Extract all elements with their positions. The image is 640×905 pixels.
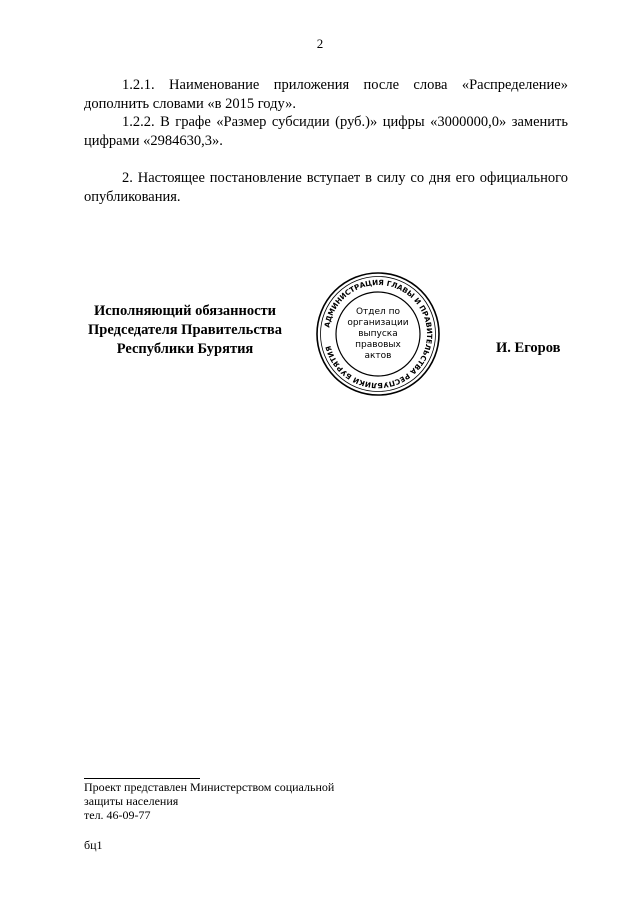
footer-line: Проект представлен Министерством социальной bbox=[84, 780, 335, 794]
stamp-center-line: организации bbox=[347, 318, 409, 328]
page-number: 2 bbox=[316, 36, 324, 51]
stamp-center-line: правовых bbox=[355, 340, 401, 350]
signatory-title bbox=[76, 302, 294, 359]
signatory-title-line: Республики Бурятия bbox=[116, 341, 254, 357]
signatory-title-line: Председателя Правительства bbox=[88, 322, 282, 338]
document-code: бц1 bbox=[84, 838, 103, 852]
signatory-name: И. Егоров bbox=[496, 340, 561, 356]
stamp-center-line: выпуска bbox=[358, 329, 398, 339]
official-stamp bbox=[314, 270, 442, 398]
stamp-center-line: актов bbox=[364, 351, 392, 361]
paragraph-2: 2. Настоящее постановление вступает в силу со дня его официального опубликования. bbox=[84, 170, 568, 205]
footer-note bbox=[84, 780, 334, 822]
stamp-center-line: Отдел по bbox=[355, 307, 401, 317]
paragraph-1-2-2: 1.2.2. В графе «Размер субсидии (руб.)» цифры «3000000,0» заменить цифрами «2984630,3». bbox=[84, 114, 568, 149]
footer-line: тел. 46-09-77 bbox=[84, 808, 151, 822]
footer-line: защиты населения bbox=[84, 794, 179, 808]
stamp-ring-text: АДМИНИСТРАЦИЯ ГЛАВЫ И ПРАВИТЕЛЬСТВА РЕСПУБЛИКИ БУРЯТИЯ bbox=[322, 277, 435, 391]
paragraph-1-2-1: 1.2.1. Наименование приложения после слова «Распределение» дополнить словами «в 2015 году». bbox=[84, 77, 568, 112]
footer-divider bbox=[84, 778, 200, 779]
signatory-title-line: Исполняющий обязанности bbox=[93, 303, 277, 319]
